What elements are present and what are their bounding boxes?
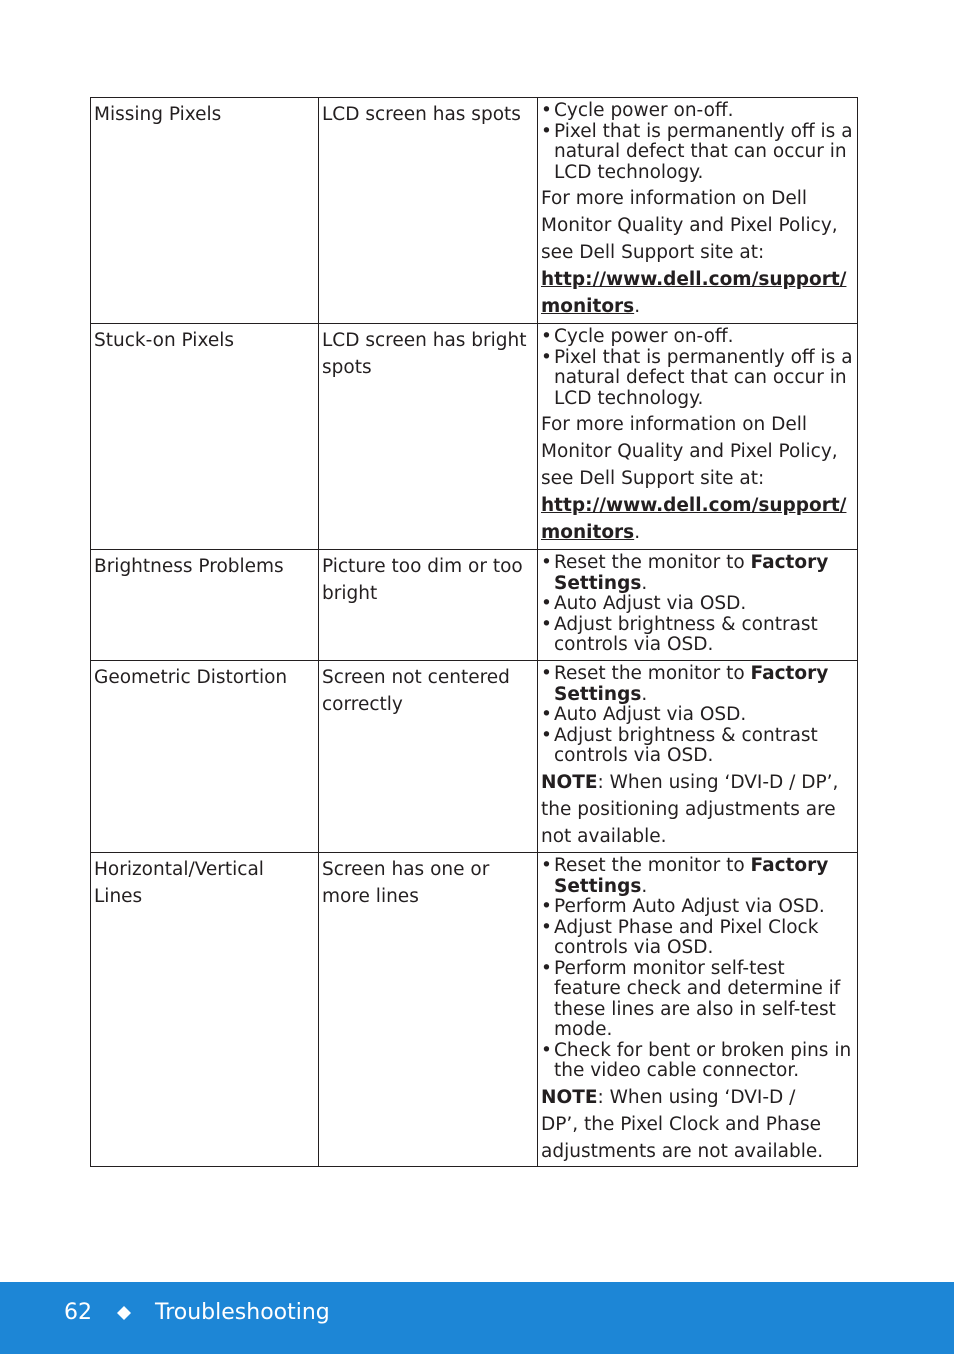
- bullet-suffix: .: [641, 572, 648, 594]
- solution-cell: [538, 324, 858, 550]
- table-row: [91, 853, 858, 1167]
- solution-bullet-list: [541, 553, 853, 656]
- link-line: [541, 492, 853, 519]
- symptom-cell: Screen not centered correctly: [319, 661, 538, 853]
- bullet-dot-icon: •: [541, 896, 552, 917]
- info-line: For more information on Dell: [541, 188, 808, 209]
- note-text: the positioning adjustments are: [541, 798, 836, 820]
- link-line: [541, 519, 853, 546]
- support-link[interactable]: http://www.dell.com/support/: [541, 495, 847, 516]
- info-line: Monitor Quality and Pixel Policy,: [541, 215, 838, 236]
- note-line: [541, 1111, 853, 1138]
- bullet-suffix: .: [641, 875, 648, 897]
- bullet-dot-icon: •: [541, 593, 552, 614]
- note-line: [541, 1084, 853, 1111]
- solution-bullet: [541, 327, 853, 348]
- solution-bullet-list: [541, 101, 853, 183]
- note-label: NOTE: [541, 1086, 598, 1108]
- solution-bullet: [541, 959, 853, 1041]
- bullet-text: Adjust brightness & contrast controls via OSD.: [554, 724, 818, 766]
- troubleshooting-table: [90, 97, 858, 1167]
- solution-cell: [538, 98, 858, 324]
- bullet-dot-icon: •: [541, 704, 552, 725]
- info-line: For more information on Dell: [541, 414, 808, 435]
- bullet-text: Pixel that is permanently off is a natural defect that can occur in LCD technology.: [554, 120, 853, 183]
- solution-bullet: [541, 897, 853, 918]
- solution-cell: [538, 853, 858, 1167]
- bullet-dot-icon: •: [541, 916, 552, 938]
- problem-cell: Stuck-on Pixels: [91, 324, 319, 550]
- solution-bullet-list: [541, 856, 853, 1082]
- solution-cell: [538, 550, 858, 661]
- solution-bullet: [541, 101, 853, 122]
- symptom-cell: Picture too dim or too bright: [319, 550, 538, 661]
- bullet-text: Check for bent or broken pins in the video cable connector.: [554, 1039, 852, 1081]
- note-line: [541, 1138, 853, 1165]
- bullet-text: Perform Auto Adjust via OSD.: [554, 896, 825, 917]
- note-text: DP’, the Pixel Clock and Phase: [541, 1113, 822, 1135]
- note-line: [541, 796, 853, 823]
- table-row: [91, 661, 858, 853]
- bullet-text: Cycle power on-off.: [554, 100, 734, 121]
- page-number: 62: [64, 1300, 92, 1325]
- bullet-text: Auto Adjust via OSD.: [554, 593, 747, 614]
- bullet-dot-icon: •: [541, 326, 552, 347]
- bullet-text: Pixel that is permanently off is a natural defect that can occur in LCD technology.: [554, 346, 853, 409]
- bullet-dot-icon: •: [541, 100, 552, 121]
- solution-bullet: [541, 553, 853, 594]
- bullet-bold-text: Factory Settings: [554, 663, 829, 705]
- solution-bullet: [541, 726, 853, 767]
- solution-bullet: [541, 122, 853, 184]
- note-text: adjustments are not available.: [541, 1140, 824, 1162]
- bullet-dot-icon: •: [541, 957, 552, 979]
- solution-bullet-list: [541, 664, 853, 767]
- symptom-cell: LCD screen has spots: [319, 98, 538, 324]
- bullet-dot-icon: •: [541, 1039, 552, 1061]
- bullet-text: Cycle power on-off.: [554, 326, 734, 347]
- solution-bullet: [541, 594, 853, 615]
- link-line: [541, 293, 853, 320]
- link-suffix: .: [634, 522, 641, 543]
- note-text: not available.: [541, 825, 667, 847]
- problem-cell: Horizontal/Vertical Lines: [91, 853, 319, 1167]
- bullet-suffix: .: [641, 683, 648, 705]
- bullet-bold-text: Factory Settings: [554, 855, 829, 897]
- page-footer: [0, 1282, 954, 1354]
- bullet-text: Reset the monitor to: [554, 663, 751, 684]
- bullet-dot-icon: •: [541, 663, 552, 684]
- info-line: Monitor Quality and Pixel Policy,: [541, 441, 838, 462]
- solution-cell: [538, 661, 858, 853]
- bullet-text: Reset the monitor to: [554, 855, 751, 876]
- bullet-dot-icon: •: [541, 613, 552, 635]
- support-link[interactable]: monitors: [541, 296, 635, 317]
- note-text: : When using ‘DVI-D / DP’,: [597, 771, 839, 793]
- bullet-dot-icon: •: [541, 346, 552, 368]
- problem-cell: Missing Pixels: [91, 98, 319, 324]
- note-line: [541, 823, 853, 850]
- support-link[interactable]: monitors: [541, 522, 635, 543]
- solution-bullet: [541, 918, 853, 959]
- bullet-dot-icon: •: [541, 855, 552, 876]
- bullet-dot-icon: •: [541, 724, 552, 746]
- info-line: see Dell Support site at:: [541, 468, 765, 489]
- table-body: [91, 98, 858, 1167]
- solution-bullet: [541, 348, 853, 410]
- bullet-text: Auto Adjust via OSD.: [554, 704, 747, 725]
- solution-bullet: [541, 1041, 853, 1082]
- note-text: : When using ‘DVI-D /: [597, 1086, 796, 1108]
- problem-cell: Geometric Distortion: [91, 661, 319, 853]
- bullet-bold-text: Factory Settings: [554, 552, 829, 594]
- symptom-cell: LCD screen has bright spots: [319, 324, 538, 550]
- solution-bullet: [541, 705, 853, 726]
- solution-bullet: [541, 856, 853, 897]
- support-link[interactable]: http://www.dell.com/support/: [541, 269, 847, 290]
- link-line: [541, 266, 853, 293]
- problem-cell: Brightness Problems: [91, 550, 319, 661]
- note-line: [541, 769, 853, 796]
- table-row: [91, 550, 858, 661]
- info-line: see Dell Support site at:: [541, 242, 765, 263]
- solution-bullet: [541, 615, 853, 656]
- section-title: Troubleshooting: [155, 1300, 330, 1325]
- bullet-dot-icon: •: [541, 552, 552, 573]
- link-suffix: .: [634, 296, 641, 317]
- solution-bullet: [541, 664, 853, 705]
- table-row: [91, 98, 858, 324]
- bullet-text: Reset the monitor to: [554, 552, 751, 573]
- bullet-text: Adjust Phase and Pixel Clock controls via OSD.: [554, 916, 819, 958]
- bullet-dot-icon: •: [541, 120, 552, 142]
- bullet-text: Perform monitor self-test feature check and determine if these lines are also in self-test mode.: [554, 957, 841, 1040]
- symptom-cell: Screen has one or more lines: [319, 853, 538, 1167]
- solution-bullet-list: [541, 327, 853, 409]
- bullet-text: Adjust brightness & contrast controls via OSD.: [554, 613, 818, 655]
- diamond-icon: [116, 1305, 132, 1321]
- note-label: NOTE: [541, 771, 598, 793]
- table-row: [91, 324, 858, 550]
